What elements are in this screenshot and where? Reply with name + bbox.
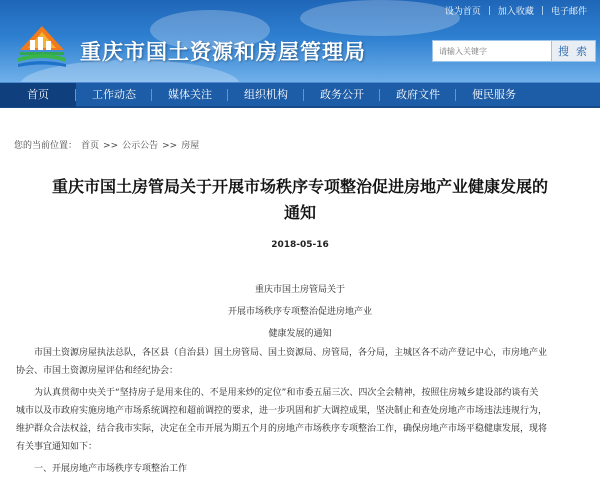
document-title-line: 重庆市国土房管局关于 — [254, 285, 345, 295]
breadcrumb-prefix: 您的当前位置： — [14, 141, 78, 151]
search-input[interactable] — [432, 40, 552, 62]
body-paragraph — [16, 384, 588, 456]
article-title — [20, 174, 580, 226]
section-heading — [16, 460, 588, 478]
paragraph-line: 为认真贯彻中央关于“坚持房子是用来住的、不是用来炒的定位”和市委五届三次、四次全会精神，按照住房城乡建设部约谈有关 — [34, 388, 539, 398]
breadcrumb-current[interactable]: 房屋 — [181, 141, 200, 151]
main-content — [0, 108, 600, 482]
nav-item-work-news[interactable] — [76, 83, 152, 107]
header-cloud — [300, 0, 460, 36]
nav-item-label: 首页 — [27, 88, 49, 101]
nav-item-media[interactable] — [152, 83, 228, 107]
nav-item-public-service[interactable] — [456, 83, 532, 107]
top-links — [438, 4, 594, 17]
paragraph-line: 城市以及市政府实施房地产市场系统调控和超前调控的要求，进一步巩固和扩大调控成果，坚决制止和查处房地产市场违法违规行为， — [16, 406, 548, 416]
nav-item-home[interactable] — [0, 83, 76, 107]
add-favorite-link[interactable]: 加入收藏 — [497, 7, 534, 17]
site-title[interactable]: 重庆市国土资源和房屋管理局 — [80, 40, 366, 64]
nav-item-label: 政务公开 — [320, 88, 364, 101]
article-title-line: 重庆市国土房管局关于开展市场秩序专项整治促进房地产业健康发展的 — [51, 177, 548, 196]
nav-item-government-affairs[interactable] — [304, 83, 380, 107]
nav-item-label: 便民服务 — [472, 88, 516, 101]
paragraph-line: 维护群众合法权益，结合我市实际，决定在全市开展为期五个月的房地产市场秩序专项整治工作，确保房地产市场平稳健康发展，现将 — [16, 424, 548, 434]
breadcrumb-section-link[interactable]: 公示公告 — [122, 141, 159, 151]
nav-item-government-documents[interactable] — [380, 83, 456, 107]
nav-item-label: 工作动态 — [92, 88, 136, 101]
addressee-paragraph — [16, 344, 588, 380]
paragraph-line: 市国土资源房屋执法总队，各区县（自治县）国土房管局、国土资源局、房管局，各分局，主城区各不动产登记中心，市房地产业 — [34, 348, 548, 358]
email-link[interactable]: 电子邮件 — [550, 7, 587, 17]
bureau-logo-icon[interactable] — [14, 20, 70, 72]
paragraph-line: 有关事宜通知如下： — [16, 442, 98, 452]
breadcrumb-separator: >> — [103, 141, 119, 151]
nav-item-label: 政府文件 — [396, 88, 440, 101]
search-button[interactable]: 搜 索 — [552, 40, 596, 62]
top-link-separator: | — [487, 5, 491, 16]
breadcrumb-separator: >> — [162, 141, 178, 151]
paragraph-line: 一、开展房地产市场秩序专项整治工作 — [34, 464, 188, 474]
document-title-line: 健康发展的通知 — [268, 329, 332, 339]
breadcrumb-home-link[interactable]: 首页 — [81, 141, 100, 151]
top-link-separator: | — [540, 5, 544, 16]
nav-item-organization[interactable] — [228, 83, 304, 107]
site-header — [0, 0, 600, 82]
nav-item-label: 媒体关注 — [168, 88, 212, 101]
document-title-line: 开展市场秩序专项整治促进房地产业 — [227, 307, 372, 317]
nav-item-label: 组织机构 — [244, 88, 288, 101]
paragraph-line: 协会、市国土资源房屋评估和经纪协会： — [16, 366, 179, 376]
search-box — [432, 40, 596, 62]
breadcrumb — [0, 138, 600, 154]
set-homepage-link[interactable]: 设为首页 — [444, 7, 481, 17]
article-date: 2018-05-16 — [271, 240, 329, 250]
article-title-line: 通知 — [283, 203, 316, 222]
main-nav — [0, 82, 600, 108]
